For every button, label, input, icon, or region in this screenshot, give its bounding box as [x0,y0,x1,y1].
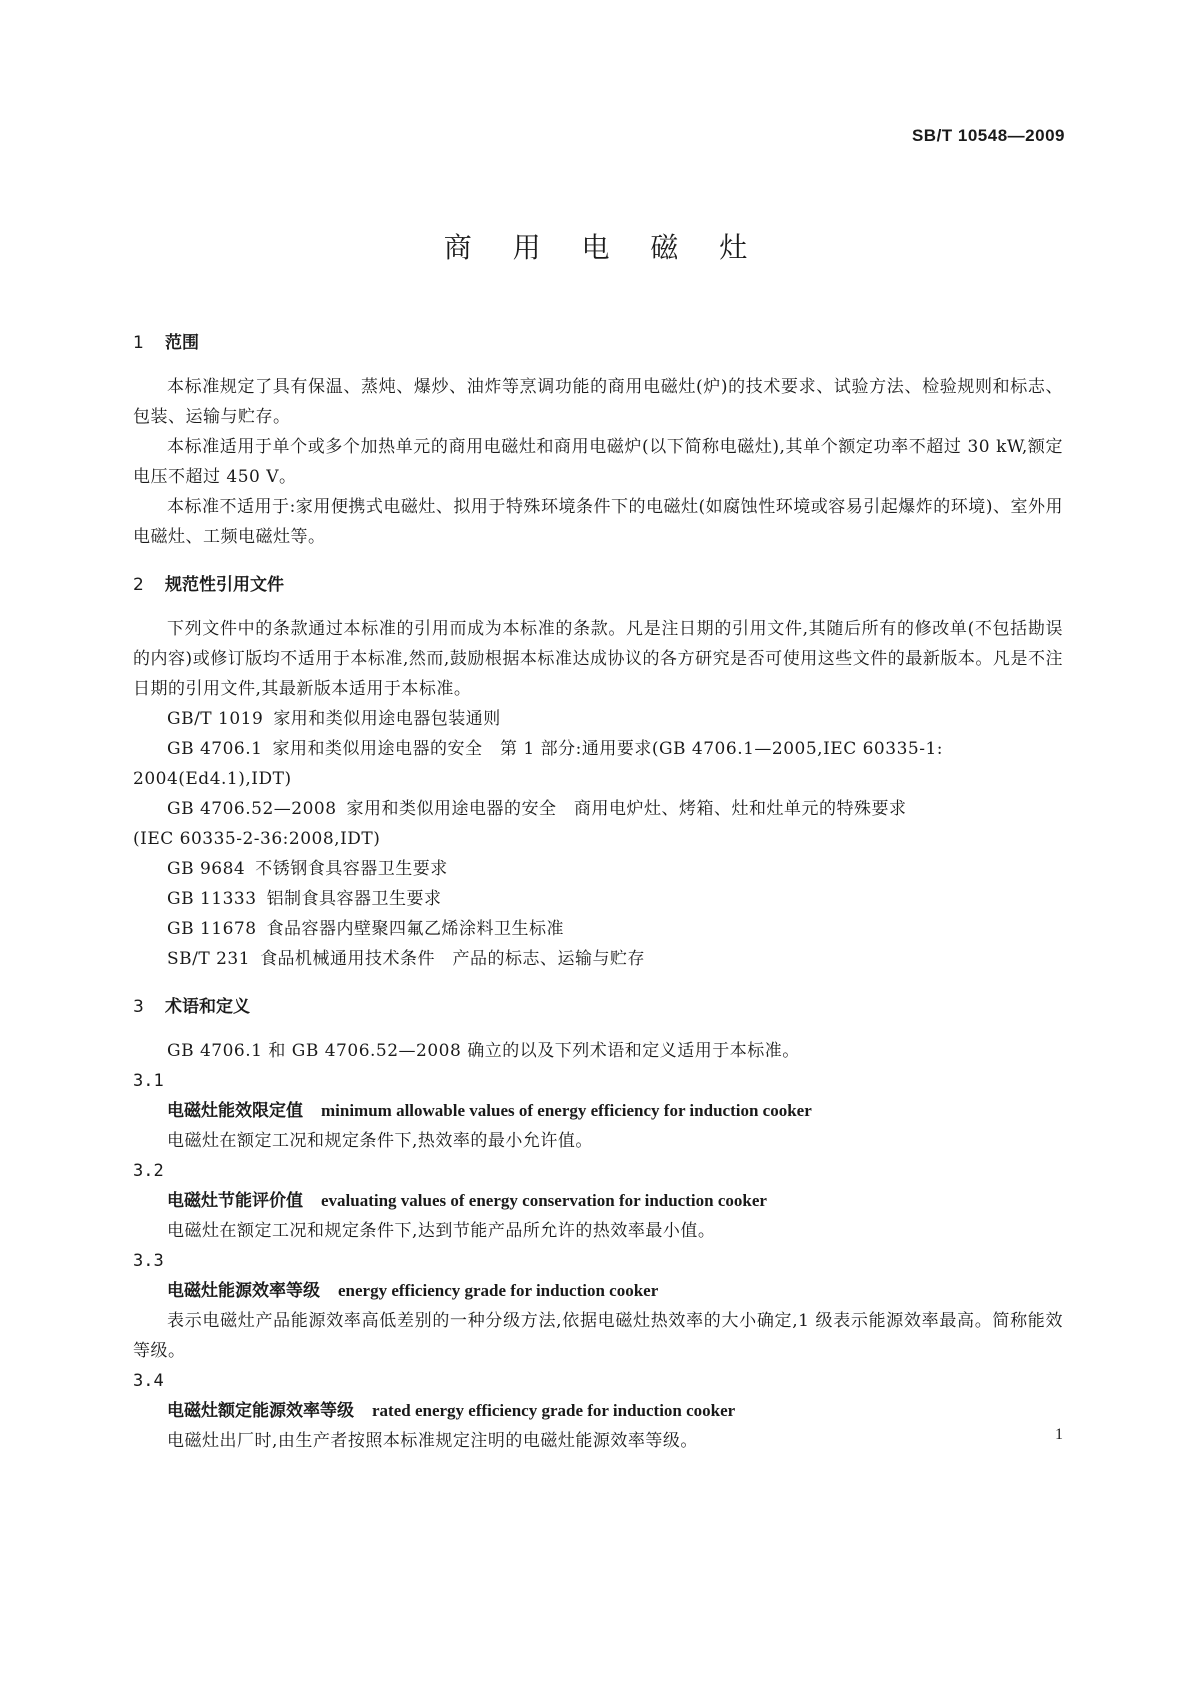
term-name-en: minimum allowable values of energy efficiency for induction cooker [321,1101,812,1120]
section-number: 1 [133,333,144,353]
scope-paragraph: 本标准规定了具有保温、蒸炖、爆炒、油炸等烹调功能的商用电磁灶(炉)的技术要求、试验方法、检验规则和标志、包装、运输与贮存。 [133,377,1063,427]
section-title: 规范性引用文件 [165,575,284,595]
reference-title: 家用和类似用途电器的安全 第 1 部分:通用要求(GB 4706.1—2005,IEC 60335-1: [272,739,943,759]
reference-item [133,884,1063,914]
reference-title: 食品机械通用技术条件 产品的标志、运输与贮存 [260,949,646,969]
reference-item [133,794,1063,824]
term-number: 3.1 [133,1071,164,1091]
term-name-en: energy efficiency grade for induction cooker [338,1281,659,1300]
reference-code: GB 11678 [167,919,257,939]
term-name-zh: 电磁灶节能评价值 [167,1191,303,1211]
reference-code: GB 9684 [167,859,246,879]
document-body [133,328,1063,1456]
reference-code: SB/T 231 [167,949,251,969]
term-name-en: evaluating values of energy conservation for induction cooker [321,1191,767,1210]
reference-title: 食品容器内壁聚四氟乙烯涂料卫生标准 [266,919,565,939]
term-name [133,1396,1063,1426]
reference-code: GB 4706.1 [167,739,263,759]
term-number: 3.4 [133,1371,164,1391]
reference-item [133,944,1063,974]
term-name [133,1186,1063,1216]
term-number: 3.2 [133,1161,164,1181]
section-heading-scope [133,328,1063,358]
section-heading-normative [133,570,1063,600]
term-definition: 表示电磁灶产品能源效率高低差别的一种分级方法,依据电磁灶热效率的大小确定,1 级表示能源效率最高。简称能效等级。 [133,1311,1063,1361]
scope-paragraph: 本标准不适用于:家用便携式电磁灶、拟用于特殊环境条件下的电磁灶(如腐蚀性环境或容易引起爆炸的环境)、室外用电磁灶、工频电磁灶等。 [133,497,1063,547]
term-name-zh: 电磁灶能效限定值 [167,1101,303,1121]
reference-item [133,854,1063,884]
section-title: 术语和定义 [165,997,250,1017]
term-definition: 电磁灶出厂时,由生产者按照本标准规定注明的电磁灶能源效率等级。 [167,1431,698,1451]
term-name-en: rated energy efficiency grade for induction cooker [372,1401,736,1420]
section-title: 范围 [165,333,199,353]
reference-item [133,734,1063,764]
scope-paragraph: 本标准适用于单个或多个加热单元的商用电磁灶和商用电磁炉(以下简称电磁灶),其单个额定功率不超过 30 kW,额定电压不超过 450 V。 [133,437,1063,487]
reference-continuation: 2004(Ed4.1),IDT) [133,769,292,789]
reference-title: 家用和类似用途电器的安全 商用电炉灶、烤箱、灶和灶单元的特殊要求 [346,799,907,819]
reference-item [133,914,1063,944]
term-number: 3.3 [133,1251,164,1271]
section-heading-terms [133,992,1063,1022]
term-name [133,1276,1063,1306]
standard-code: SB/T 10548—2009 [911,126,1065,145]
section-number: 3 [133,997,144,1017]
reference-item [133,704,1063,734]
reference-title: 铝制食具容器卫生要求 [266,889,442,909]
term-definition: 电磁灶在额定工况和规定条件下,达到节能产品所允许的热效率最小值。 [167,1221,716,1241]
terms-intro: GB 4706.1 和 GB 4706.52—2008 确立的以及下列术语和定义适用于本标准。 [167,1041,800,1061]
reference-title: 不锈钢食具容器卫生要求 [255,859,448,879]
reference-continuation: (IEC 60335-2-36:2008,IDT) [133,829,381,849]
normative-intro: 下列文件中的条款通过本标准的引用而成为本标准的条款。凡是注日期的引用文件,其随后所有的修改单(不包括勘误的内容)或修订版均不适用于本标准,然而,鼓励根据本标准达成协议的各方研究是否可使用这些文件的最新版本。凡是不注日期的引用文件,其最新版本适用于本标准。 [133,619,1063,699]
reference-code: GB 11333 [167,889,257,909]
page-number: 1 [1055,1426,1063,1443]
reference-code: GB/T 1019 [167,709,264,729]
term-definition: 电磁灶在额定工况和规定条件下,热效率的最小允许值。 [167,1131,593,1151]
reference-code: GB 4706.52—2008 [167,799,337,819]
term-name-zh: 电磁灶额定能源效率等级 [167,1401,354,1421]
reference-title: 家用和类似用途电器包装通则 [273,709,501,729]
term-name [133,1096,1063,1126]
section-number: 2 [133,575,144,595]
term-name-zh: 电磁灶能源效率等级 [167,1281,320,1301]
document-title: 商 用 电 磁 灶 [443,231,764,264]
